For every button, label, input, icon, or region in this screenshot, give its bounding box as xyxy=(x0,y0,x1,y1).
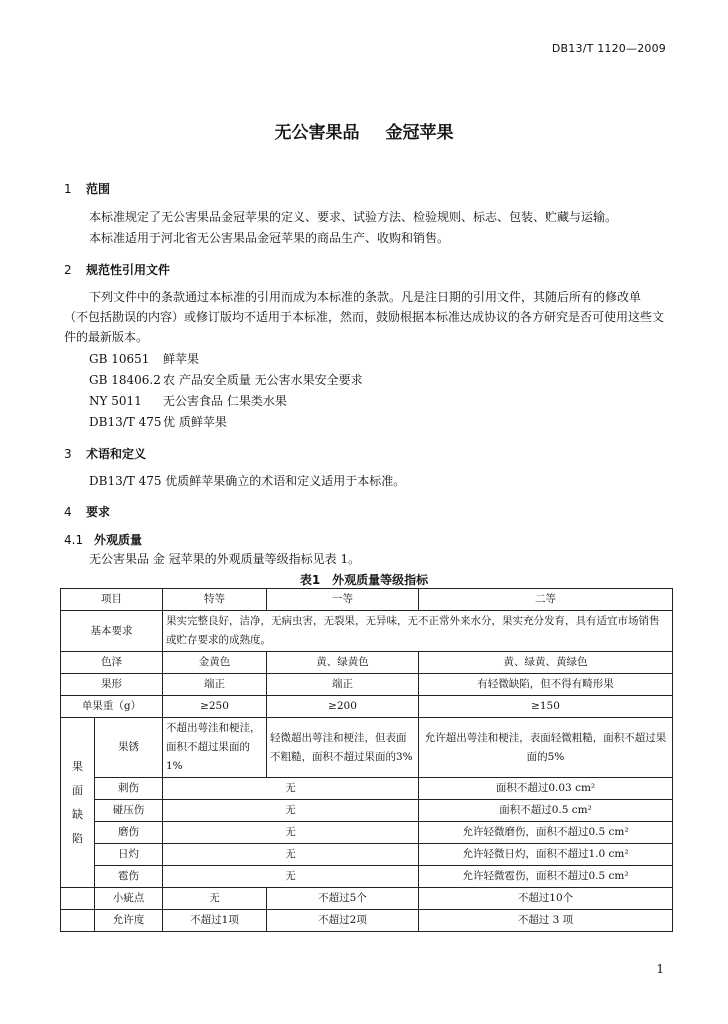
table-cell: 允许轻微雹伤，面积不超过0.5 cm² xyxy=(419,866,673,888)
table-cell: 无 xyxy=(163,888,267,910)
document-title xyxy=(0,118,728,143)
section-2-heading: 2 规范性引用文件 xyxy=(64,263,171,277)
defects-group-label: 果 面 缺 陷 xyxy=(61,718,95,888)
section-3-paragraph: DB13/T 475 优质鲜苹果确立的术语和定义适用于本标准。 xyxy=(89,474,406,488)
reference-item: DB13/T 475 优 质鲜苹果 xyxy=(89,415,227,429)
title-part-1: 无公害果品 xyxy=(274,123,360,143)
table-row xyxy=(61,718,673,778)
table-cell: 不超过10个 xyxy=(419,888,673,910)
table-cell: 无 xyxy=(163,800,419,822)
table-cell xyxy=(61,910,95,932)
table-cell: 无 xyxy=(163,822,419,844)
table-row xyxy=(61,866,673,888)
row-label: 果锈 xyxy=(95,718,163,778)
table-cell: 允许超出萼洼和梗洼，表面轻微粗糙，面积不超过果面的5% xyxy=(419,718,673,778)
table-cell xyxy=(61,888,95,910)
table-cell: 金黄色 xyxy=(163,652,267,674)
section-1-heading: 1 范围 xyxy=(64,182,111,196)
table-row xyxy=(61,778,673,800)
table-row xyxy=(61,844,673,866)
section-3-heading: 3 术语和定义 xyxy=(64,447,147,461)
table-caption: 表1 外观质量等级指标 xyxy=(299,573,429,587)
table-cell: 轻微超出萼洼和梗洼，但表面不粗糙，面积不超过果面的3% xyxy=(267,718,419,778)
table-cell: 有轻微缺陷，但不得有畸形果 xyxy=(419,674,673,696)
row-label: 刺伤 xyxy=(95,778,163,800)
row-label: 碰压伤 xyxy=(95,800,163,822)
table-cell: 不超过2项 xyxy=(267,910,419,932)
basic-requirement-text: 果实完整良好，洁净，无病虫害，无裂果，无异味，无不正常外来水分，果实充分发育，具有适宜市场销售或贮存要求的成熟度。 xyxy=(163,611,673,652)
table-row xyxy=(61,888,673,910)
table-cell: 允许轻微磨伤，面积不超过0.5 cm² xyxy=(419,822,673,844)
table-cell: 端正 xyxy=(163,674,267,696)
row-label: 单果重（g） xyxy=(61,696,163,718)
section-2-paragraph: 下列文件中的条款通过本标准的引用而成为本标准的条款。凡是注日期的引用文件，其随后所有的修改单（不包括勘误的内容）或修订版均不适用于本标准，然而，鼓励根据本标准达成协议的各方研究是否可使用这些文件的最新版本。 xyxy=(64,290,665,344)
table-cell: 允许轻微日灼，面积不超过1.0 cm² xyxy=(419,844,673,866)
table-row xyxy=(61,652,673,674)
section-4-1-heading: 4.1 外观质量 xyxy=(64,533,143,547)
table-cell: 无 xyxy=(163,844,419,866)
table-cell: 黄、绿黄色 xyxy=(267,652,419,674)
table-cell: 不超过 3 项 xyxy=(419,910,673,932)
row-label: 磨伤 xyxy=(95,822,163,844)
table-cell: 无 xyxy=(163,778,419,800)
section-1-paragraph-1: 本标准规定了无公害果品金冠苹果的定义、要求、试验方法、检验规则、标志、包装、贮藏与运输。 xyxy=(89,210,618,224)
table-row xyxy=(61,674,673,696)
table-cell: 面积不超过0.5 cm² xyxy=(419,800,673,822)
header-grade-special: 特等 xyxy=(163,589,267,611)
table-cell: 黄、绿黄、黄绿色 xyxy=(419,652,673,674)
row-label: 色泽 xyxy=(61,652,163,674)
page-number: 1 xyxy=(656,962,664,976)
standard-code: DB13/T 1120—2009 xyxy=(551,42,666,55)
table-cell: 端正 xyxy=(267,674,419,696)
header-grade-first: 一等 xyxy=(267,589,419,611)
row-label: 小疵点 xyxy=(95,888,163,910)
header-grade-second: 二等 xyxy=(419,589,673,611)
table-cell: 不超过1项 xyxy=(163,910,267,932)
appearance-quality-table xyxy=(60,588,673,932)
table-cell: ≥250 xyxy=(163,696,267,718)
section-4-heading: 4 要求 xyxy=(64,505,111,519)
table-cell: ≥200 xyxy=(267,696,419,718)
row-label: 雹伤 xyxy=(95,866,163,888)
row-label: 允许度 xyxy=(95,910,163,932)
table-cell: 面积不超过0.03 cm² xyxy=(419,778,673,800)
reference-item: GB 18406.2 农 产品安全质量 无公害水果安全要求 xyxy=(89,373,363,387)
row-label: 日灼 xyxy=(95,844,163,866)
row-label: 果形 xyxy=(61,674,163,696)
table-cell: 无 xyxy=(163,866,419,888)
reference-item: GB 10651 鲜苹果 xyxy=(89,352,200,366)
table-cell: ≥150 xyxy=(419,696,673,718)
table-cell: 不超出萼洼和梗洼，面积不超过果面的1% xyxy=(163,718,267,778)
title-part-2: 金冠苹果 xyxy=(385,123,454,143)
table-row xyxy=(61,611,673,652)
table-header-row xyxy=(61,589,673,611)
header-item: 项目 xyxy=(61,589,163,611)
table-cell: 不超过5个 xyxy=(267,888,419,910)
row-label: 基本要求 xyxy=(61,611,163,652)
table-row xyxy=(61,696,673,718)
section-1-paragraph-2: 本标准适用于河北省无公害果品金冠苹果的商品生产、收购和销售。 xyxy=(89,231,450,245)
section-4-1-paragraph: 无公害果品 金 冠苹果的外观质量等级指标见表 1。 xyxy=(89,552,361,566)
table-row xyxy=(61,822,673,844)
table-row xyxy=(61,800,673,822)
reference-item: NY 5011 无公害食品 仁果类水果 xyxy=(89,394,287,408)
table-row xyxy=(61,910,673,932)
